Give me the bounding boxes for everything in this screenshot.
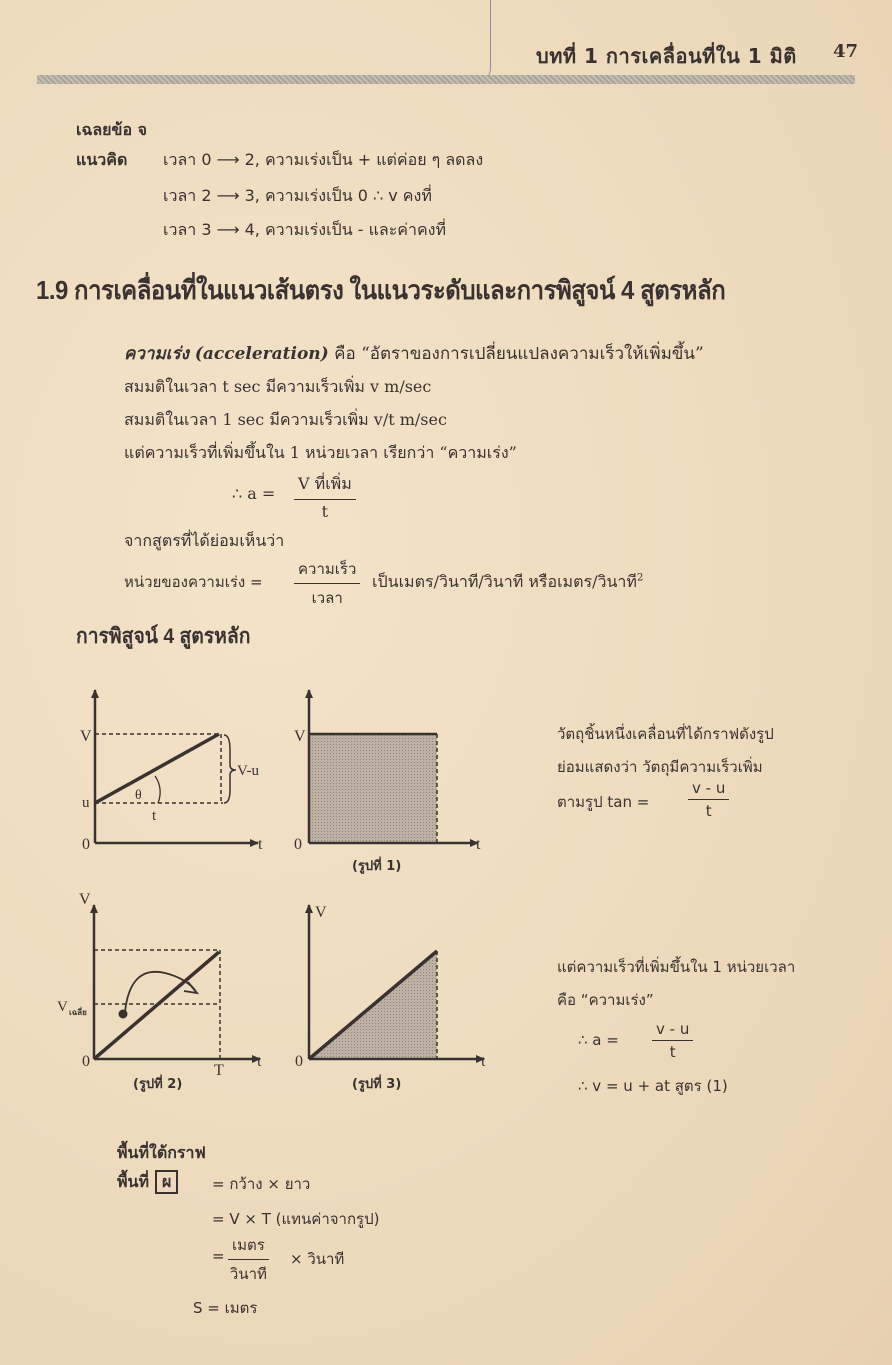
graph-constant-velocity <box>309 690 478 843</box>
label-v: V <box>80 728 92 745</box>
unit-prefix: หน่วยของความเร่ง = <box>124 573 263 591</box>
area-row <box>117 1170 184 1195</box>
body-line: สมมติในเวลา 1 sec มีความเร็วเพิ่ม v/t m/sec <box>124 410 447 429</box>
area-label: พื้นที่ <box>117 1172 150 1191</box>
explain-line: แต่ความเร็วที่เพิ่มขึ้นใน 1 หน่วยเวลา <box>557 958 796 976</box>
graph-triangle-area <box>309 905 484 1059</box>
chapter-header: บทที่ 1 การเคลื่อนที่ใน 1 มิติ <box>536 44 797 68</box>
label-t-axis: t <box>481 1053 486 1070</box>
section-title: 1.9 การเคลื่อนที่ในแนวเส้นตรง ในแนวระดับและการพิสูจน์ 4 สูตรหลัก <box>36 275 726 305</box>
superscript: 2 <box>636 572 644 584</box>
denominator: เวลา <box>311 589 343 607</box>
caption-fig-2: (รูปที่ 2) <box>133 1077 183 1092</box>
label-zero: 0 <box>294 836 302 853</box>
body-line: สมมติในเวลา t sec มีความเร็วเพิ่ม v m/sec <box>124 377 432 396</box>
explain-line: ย่อมแสดงว่า วัตถุมีความเร็วเพิ่ม <box>557 758 763 776</box>
caption-fig-1: (รูปที่ 1) <box>352 859 402 874</box>
numerator: เมตร <box>228 1233 269 1260</box>
label-t-mid: t <box>152 808 157 824</box>
explain-line: คือ “ความเร่ง” <box>557 991 654 1009</box>
answer-line: เวลา 3 ⟶ 4, ความเร่งเป็น - และค่าคงที่ <box>163 220 447 239</box>
denominator: วินาที <box>229 1265 267 1283</box>
answer-line: เวลา 0 ⟶ 2, ความเร่งเป็น + แต่ค่อย ๆ ลดลง <box>163 150 484 169</box>
label-v: V <box>79 891 91 908</box>
a-fraction <box>652 1020 693 1061</box>
area-eq2: = V × T (แทนค่าจากรูป) <box>212 1210 380 1228</box>
denominator: t <box>669 1043 676 1061</box>
caption-fig-3: (รูปที่ 3) <box>352 1077 402 1092</box>
label-theta: θ <box>135 788 142 803</box>
numerator: v - u <box>688 779 729 800</box>
area-title: พื้นที่ใต้กราฟ <box>117 1143 206 1162</box>
conclusion-intro: จากสูตรที่ได้ย่อมเห็นว่า <box>124 531 285 550</box>
answer-label: เฉลยข้อ จ <box>76 120 148 139</box>
reasoning-label: แนวคิด <box>76 150 128 169</box>
label-t-axis: t <box>257 1053 262 1070</box>
area-eq3-fraction <box>228 1233 269 1286</box>
definition-term: ความเร่ง (acceleration) <box>124 344 329 364</box>
proof-title: การพิสูจน์ 4 สูตรหลัก <box>76 625 251 648</box>
numerator: v - u <box>652 1020 693 1041</box>
explain-line: วัตถุชิ้นหนึ่งเคลื่อนที่ได้กราฟดังรูป <box>557 725 774 743</box>
unit-text: เป็นเมตร/วินาที/วินาที หรือเมตร/วินาที <box>372 572 637 591</box>
label-t-axis: t <box>476 836 481 853</box>
label-u: u <box>82 795 90 811</box>
label-t-axis: t <box>258 836 263 853</box>
label-zero: 0 <box>295 1053 303 1070</box>
formula-1: ∴ v = u + at สูตร (1) <box>578 1077 728 1095</box>
area-eq4: S = เมตร <box>193 1299 258 1317</box>
graph-velocity-slope <box>95 690 258 843</box>
numerator: ความเร็ว <box>294 557 360 584</box>
formula-a-prefix: ∴ a = <box>232 484 276 503</box>
label-zero: 0 <box>82 1053 90 1070</box>
graph-average-velocity <box>94 905 260 1059</box>
label-brace: V-u <box>237 763 259 779</box>
page-number: 47 <box>833 41 859 62</box>
area-box-symbol: ผ <box>155 1170 178 1194</box>
area-eq3-prefix: = <box>212 1247 225 1265</box>
area-eq1: = กว้าง × ยาว <box>212 1175 311 1193</box>
answer-line: เวลา 2 ⟶ 3, ความเร่งเป็น 0 ∴ v คงที่ <box>163 186 432 205</box>
label-v: V <box>315 904 327 921</box>
label-T: T <box>214 1062 224 1079</box>
label-v-avg: V <box>57 999 68 1015</box>
tan-prefix: ตามรูป tan = <box>557 793 650 811</box>
denominator: t <box>705 802 712 820</box>
label-zero: 0 <box>82 836 90 853</box>
definition-text: คือ “อัตราของการเปลี่ยนแปลงความเร็วให้เพิ่มขึ้น” <box>328 344 704 364</box>
a-prefix: ∴ a = <box>578 1031 619 1049</box>
denominator: t <box>321 502 329 521</box>
tan-fraction <box>688 779 729 820</box>
body-line: แต่ความเร็วที่เพิ่มขึ้นใน 1 หน่วยเวลา เรียกว่า “ความเร่ง” <box>124 443 517 462</box>
label-v: V <box>294 728 306 745</box>
label-v-avg-subscript: เฉลี่ย <box>69 1008 87 1017</box>
numerator: V ที่เพิ่ม <box>294 472 356 500</box>
area-eq3-suffix: × วินาที <box>290 1250 345 1268</box>
